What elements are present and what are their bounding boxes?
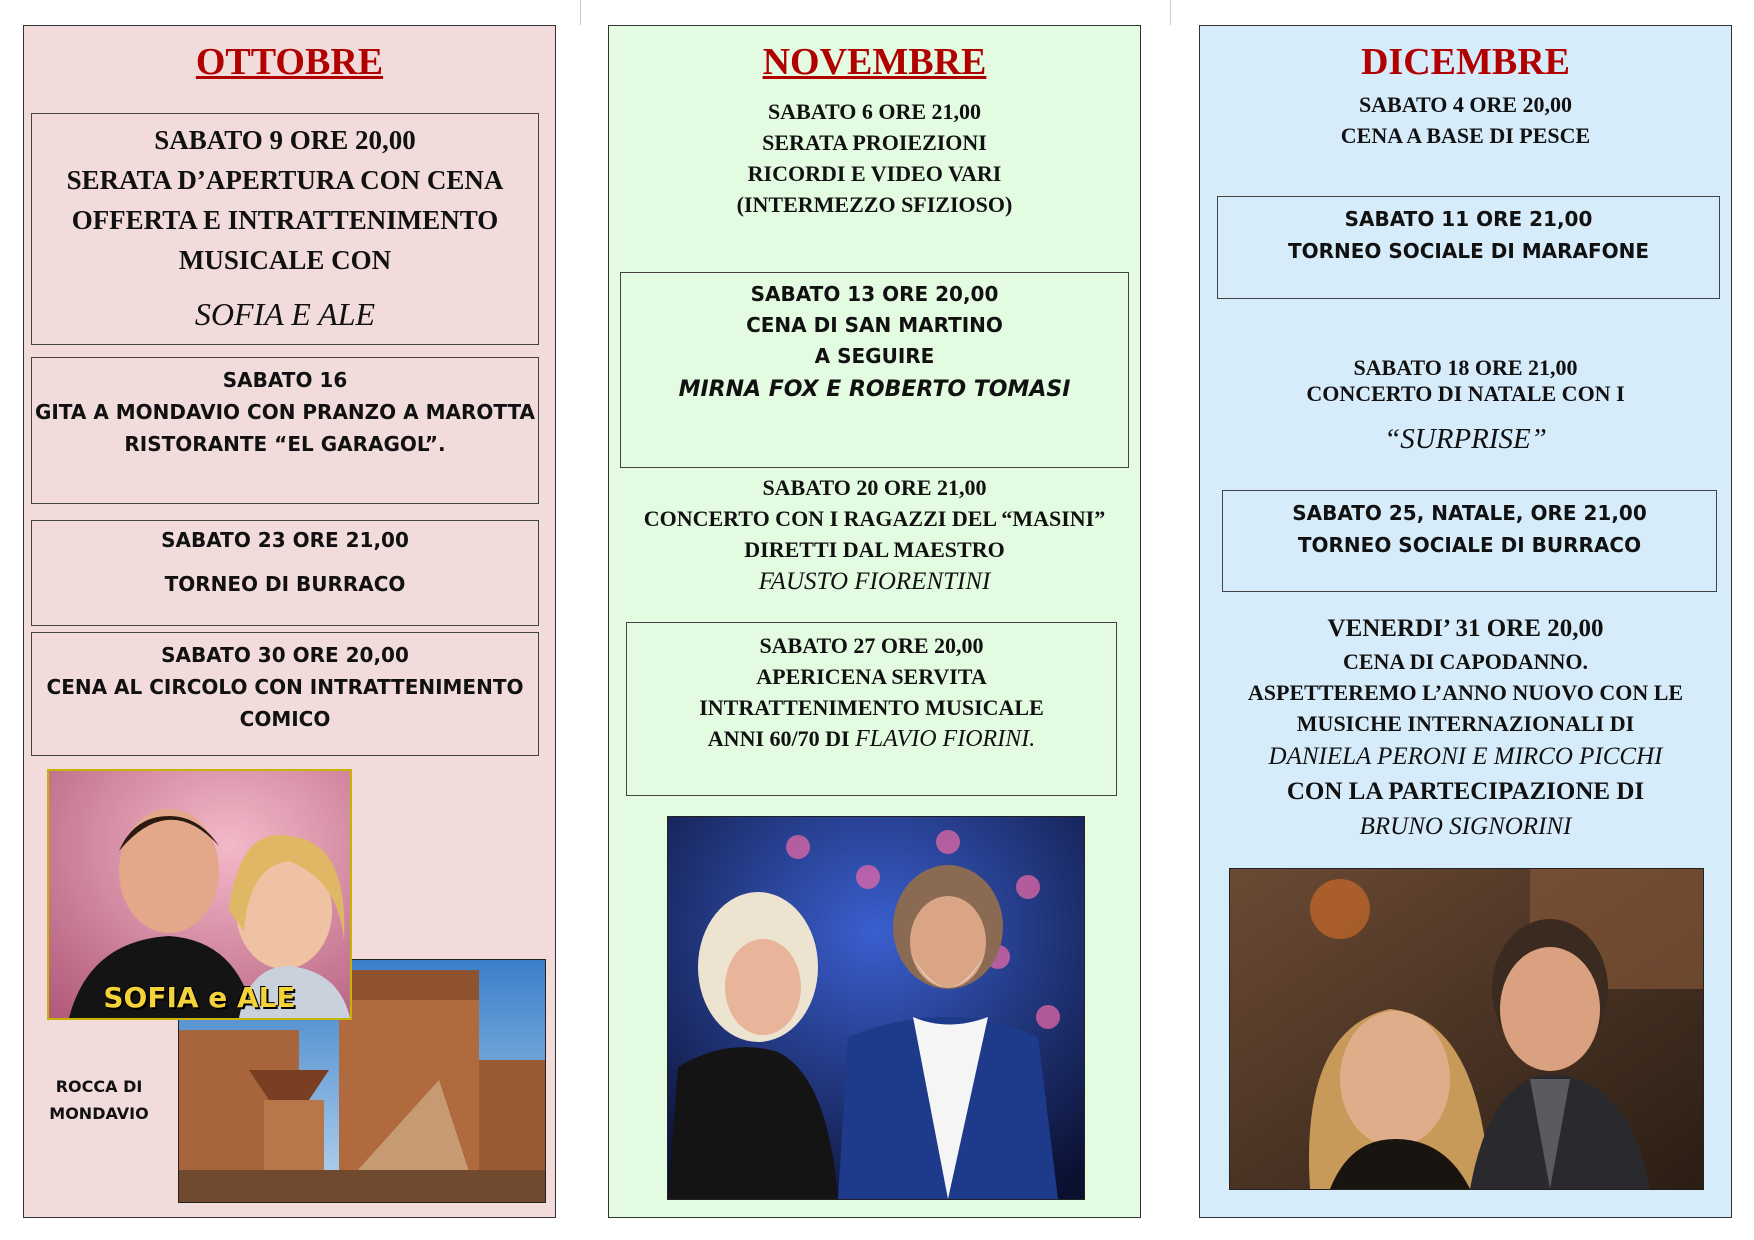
october-event-trip xyxy=(31,357,539,504)
event-line: MUSICALE CON xyxy=(178,245,392,275)
fold-mark-left xyxy=(580,0,581,25)
event-date: SABATO 20 ORE 21,00 xyxy=(762,475,987,500)
rocca-caption-line: ROCCA DI xyxy=(55,1077,143,1096)
november-event-projections xyxy=(609,96,1140,220)
selfie-portrait xyxy=(1230,869,1703,1189)
event-artist: DANIELA PERONI E MIRCO PICCHI xyxy=(1268,743,1663,770)
event-date: SABATO 27 ORE 20,00 xyxy=(759,633,984,658)
event-line: DIRETTI DAL MAESTRO xyxy=(744,537,1005,562)
event-line: (INTERMEZZO SFIZIOSO) xyxy=(736,192,1013,217)
event-line: SERATA D’APERTURA CON CENA xyxy=(66,165,504,195)
event-line: CONCERTO CON I RAGAZZI DEL “MASINI” xyxy=(643,506,1106,531)
event-line: ASPETTEREMO L’ANNO NUOVO CON LE xyxy=(1247,680,1684,705)
mirna-roberto-photo xyxy=(667,816,1085,1200)
event-line: OFFERTA E INTRATTENIMENTO xyxy=(71,205,499,235)
rocca-caption-line: MONDAVIO xyxy=(49,1104,149,1123)
event-line: SERATA PROIEZIONI xyxy=(762,130,987,155)
event-artist: SOFIA E ALE xyxy=(194,296,376,332)
event-artist: FAUSTO FIORENTINI xyxy=(758,568,991,595)
photo-caption: SOFIA e ALE xyxy=(103,981,296,1014)
event-line: TORNEO SOCIALE DI MARAFONE xyxy=(1287,239,1650,263)
event-line: APERICENA SERVITA xyxy=(756,664,987,689)
october-event-burraco xyxy=(31,520,539,626)
event-line-prefix: ANNI 60/70 DI xyxy=(707,726,856,751)
event-date: SABATO 30 ORE 20,00 xyxy=(161,643,409,667)
event-artist: MIRNA FOX E ROBERTO TOMASI xyxy=(678,377,1071,402)
october-column xyxy=(23,25,556,1218)
event-date: SABATO 6 ORE 21,00 xyxy=(767,99,982,124)
event-line: A SEGUIRE xyxy=(814,344,935,368)
daniela-mirco-photo xyxy=(1229,868,1704,1190)
event-line: CENA A BASE DI PESCE xyxy=(1340,123,1591,148)
october-title: OTTOBRE xyxy=(195,41,384,83)
event-date: SABATO 25, NATALE, ORE 21,00 xyxy=(1292,501,1647,525)
sofia-ale-photo xyxy=(47,769,352,1020)
event-line: CENA DI CAPODANNO. xyxy=(1342,649,1589,674)
event-line: RISTORANTE “EL GARAGOL”. xyxy=(124,432,446,456)
event-artist: BRUNO SIGNORINI xyxy=(1359,813,1572,840)
event-line xyxy=(627,723,1116,755)
december-event-fish xyxy=(1200,89,1731,151)
november-event-concert xyxy=(609,472,1140,565)
event-line: MUSICHE INTERNAZIONALI DI xyxy=(1296,711,1635,736)
october-event-dinner xyxy=(31,632,539,756)
fold-mark-right xyxy=(1170,0,1171,25)
event-date: SABATO 4 ORE 20,00 xyxy=(1358,92,1573,117)
november-event-san-martino xyxy=(620,272,1129,468)
event-line: CENA AL CIRCOLO CON INTRATTENIMENTO xyxy=(46,675,524,699)
event-line: CONCERTO DI NATALE CON I xyxy=(1306,381,1625,406)
event-line: CON LA PARTECIPAZIONE DI xyxy=(1286,778,1645,805)
event-date: SABATO 11 ORE 21,00 xyxy=(1344,207,1593,231)
event-line: INTRATTENIMENTO MUSICALE xyxy=(699,695,1044,720)
december-event-new-year xyxy=(1200,612,1731,845)
event-date: SABATO 9 ORE 20,00 xyxy=(154,125,416,155)
event-artist: “SURPRISE” xyxy=(1384,423,1547,455)
november-title: NOVEMBRE xyxy=(762,41,987,83)
event-date: VENERDI’ 31 ORE 20,00 xyxy=(1327,615,1604,642)
event-date: SABATO 23 ORE 21,00 xyxy=(161,528,409,552)
event-date: SABATO 18 ORE 21,00 xyxy=(1353,355,1578,380)
event-date: SABATO 16 xyxy=(222,368,348,392)
stage-portrait xyxy=(668,817,1084,1199)
december-title: DICEMBRE xyxy=(1360,41,1571,83)
event-line: COMICO xyxy=(239,707,331,731)
event-line: TORNEO DI BURRACO xyxy=(164,572,406,596)
october-event-opening xyxy=(31,113,539,345)
event-line: TORNEO SOCIALE DI BURRACO xyxy=(1297,533,1642,557)
rocca-caption xyxy=(44,1073,154,1127)
event-date: SABATO 13 ORE 20,00 xyxy=(750,282,999,306)
december-event-christmas-concert xyxy=(1200,355,1731,407)
december-event-marafone xyxy=(1217,196,1720,299)
november-event-apericena xyxy=(626,622,1117,796)
event-line: GITA A MONDAVIO CON PRANZO A MAROTTA xyxy=(34,400,536,424)
event-line: CENA DI SAN MARTINO xyxy=(746,313,1003,337)
december-event-burraco xyxy=(1222,490,1717,592)
event-artist: FLAVIO FIORINI. xyxy=(855,726,1036,752)
november-column xyxy=(608,25,1141,1218)
event-line: RICORDI E VIDEO VARI xyxy=(747,161,1002,186)
december-column xyxy=(1199,25,1732,1218)
